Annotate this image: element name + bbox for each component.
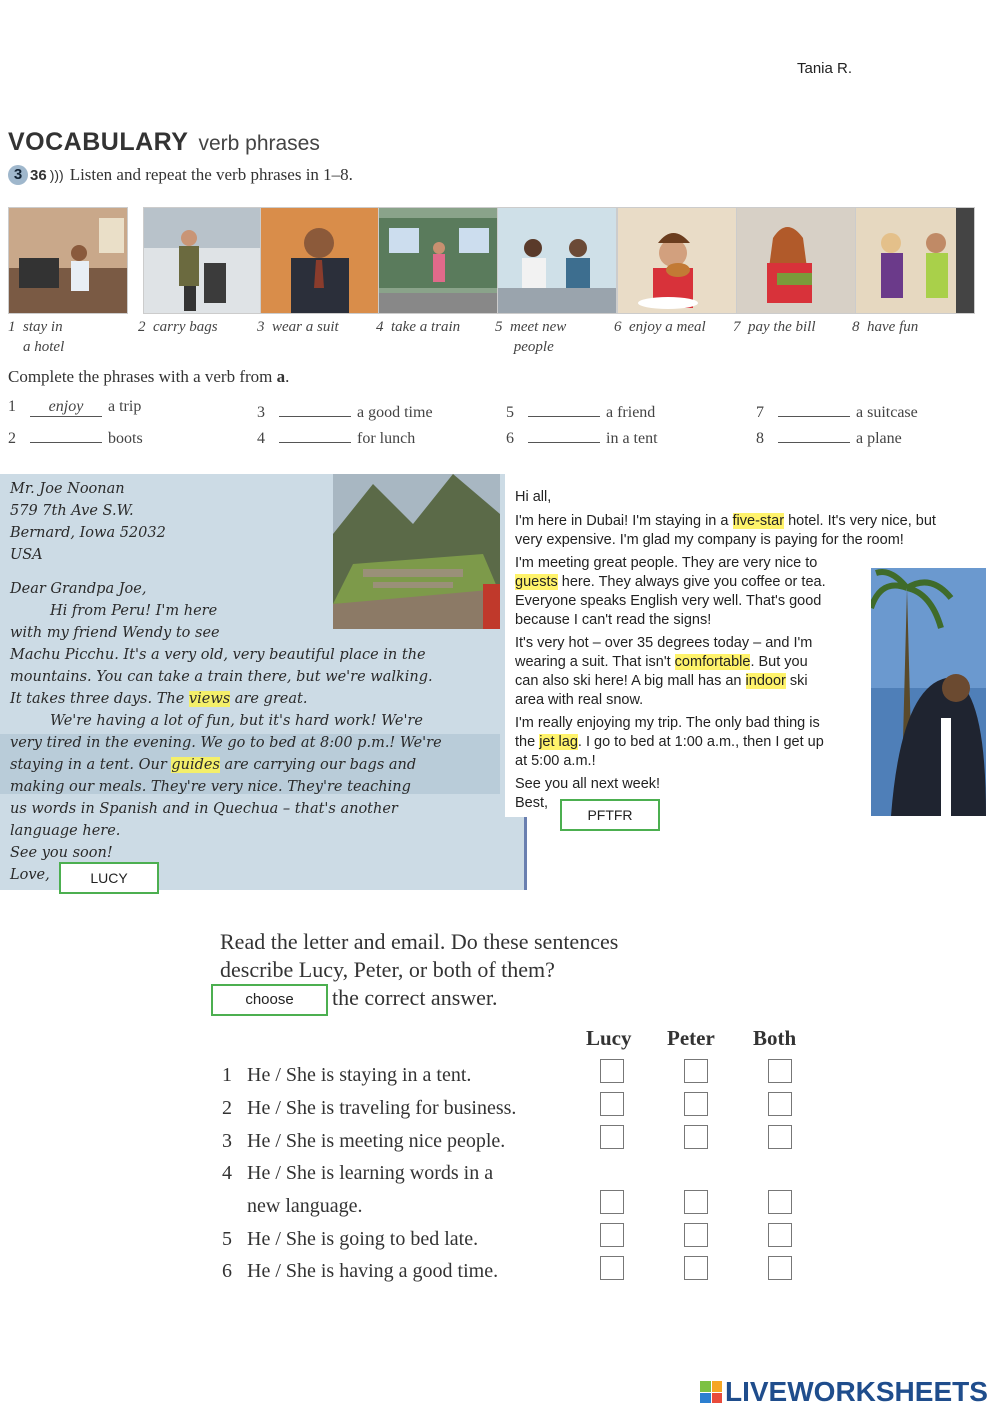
checkbox-q5-lucy[interactable]: [600, 1223, 624, 1247]
question-row: 5 He / She is going to bed late.: [222, 1228, 479, 1250]
checkbox-q2-lucy[interactable]: [600, 1092, 624, 1116]
column-lucy: Lucy: [586, 1026, 632, 1050]
question-row: 1 He / She is staying in a tent.: [222, 1064, 472, 1086]
phrase-label: 7 pay the bill: [733, 319, 816, 335]
email-paragraph-2: I'm meeting great people. They are very nice to guests here. They always give you coffee or tea. Everyone speaks English very well. That's good because I can't read the signs!: [515, 555, 826, 628]
email-paragraph-1: I'm here in Dubai! I'm staying in a five-star hotel. It's very nice, but very expensive. I'm glad my company is paying for the room!: [515, 513, 936, 548]
highlight-word: jet lag: [539, 734, 578, 750]
checkbox-q5-peter[interactable]: [684, 1223, 708, 1247]
letter-signature-box[interactable]: LUCY: [59, 862, 159, 894]
checkbox-q2-both[interactable]: [768, 1092, 792, 1116]
column-both: Both: [753, 1026, 797, 1050]
exercise-item: 7 a suitcase: [756, 398, 918, 422]
checkbox-q4-peter[interactable]: [684, 1190, 708, 1214]
vocabulary-subheading: verb phrases: [198, 132, 320, 155]
photo-meet-new-people: [497, 207, 617, 314]
phrase-label: 8 have fun: [852, 319, 919, 335]
highlight-word: comfortable: [674, 654, 751, 670]
answer-blank[interactable]: [528, 398, 600, 417]
exercise-item: 8 a plane: [756, 424, 902, 448]
checkbox-q1-both[interactable]: [768, 1059, 792, 1083]
checkbox-q1-lucy[interactable]: [600, 1059, 624, 1083]
checkbox-q1-peter[interactable]: [684, 1059, 708, 1083]
audio-waves-icon: ))): [49, 167, 64, 183]
checkbox-q2-peter[interactable]: [684, 1092, 708, 1116]
checkbox-q3-peter[interactable]: [684, 1125, 708, 1149]
author-name: Tania R.: [797, 60, 853, 77]
email-paragraph-4: I'm really enjoying my trip. The only bad thing is the jet lag. I go to bed at 1:00 a.m., then I get up at 5:00 a.m.!: [515, 715, 824, 769]
checkbox-q6-both[interactable]: [768, 1256, 792, 1280]
choose-dropdown[interactable]: choose: [211, 984, 328, 1016]
track-unit: 3: [8, 165, 28, 185]
exercise-item: 2 boots: [8, 424, 143, 448]
phrase-label: 6 enjoy a meal: [614, 319, 706, 335]
phrase-label: 2 carry bags: [138, 319, 218, 335]
email-paragraph-3: It's very hot – over 35 degrees today – and I'm wearing a suit. That isn't comfortable. But you can also ski here! A big mall has an indoor ski area with real snow.: [515, 635, 813, 708]
phrase-label: 5 meet new people: [495, 319, 567, 355]
question-row-continued: new language.: [247, 1195, 363, 1217]
exercise-item: 5 a friend: [506, 398, 655, 422]
photo-carry-bags: [143, 207, 263, 314]
photo-have-fun: [855, 207, 975, 314]
email-signature-box[interactable]: PFTFR: [560, 799, 660, 831]
brand-name: LIVEWORKSHEETS: [725, 1376, 988, 1407]
listen-instruction: [8, 165, 353, 185]
letter-address: Mr. Joe Noonan 579 7th Ave S.W. Bernard, Iowa 52032 USA: [10, 481, 166, 563]
liveworksheets-logo-icon: [700, 1381, 722, 1403]
exercise-item: 6 in a tent: [506, 424, 658, 448]
photo-enjoy-a-meal: [617, 207, 737, 314]
question-row: 2 He / She is traveling for business.: [222, 1097, 517, 1119]
exercise-item: 1 enjoy a trip: [8, 398, 142, 415]
vocabulary-heading: VOCABULARY: [8, 128, 189, 156]
checkbox-q6-lucy[interactable]: [600, 1256, 624, 1280]
checkbox-q4-both[interactable]: [768, 1190, 792, 1214]
audio-track[interactable]: [8, 165, 64, 185]
answer-blank[interactable]: [778, 398, 850, 417]
column-peter: Peter: [667, 1026, 715, 1050]
phrase-label: 4 take a train: [376, 319, 461, 335]
answer-blank[interactable]: enjoy: [30, 398, 102, 417]
photo-stay-in-hotel: [8, 207, 128, 314]
photo-wear-a-suit: [260, 207, 380, 314]
checkbox-q3-lucy[interactable]: [600, 1125, 624, 1149]
checkbox-q6-peter[interactable]: [684, 1256, 708, 1280]
track-number: 36: [30, 166, 47, 184]
question-row: 4 He / She is learning words in a: [222, 1162, 494, 1184]
highlight-word: five-star: [732, 513, 785, 529]
checkbox-q4-lucy[interactable]: [600, 1190, 624, 1214]
photo-take-a-train: [378, 207, 498, 314]
exercise-item: 4 for lunch: [257, 424, 415, 448]
section-title: [8, 128, 320, 157]
answer-blank[interactable]: [30, 424, 102, 443]
question-row: 6 He / She is having a good time.: [222, 1260, 499, 1282]
highlight-word: views: [188, 691, 231, 707]
complete-instruction: Complete the phrases with a verb from a.: [8, 367, 290, 386]
answer-blank[interactable]: [528, 424, 600, 443]
phrase-label: 3 wear a suit: [257, 319, 339, 335]
quiz-instruction: Read the letter and email. Do these sentences describe Lucy, Peter, or both of them? the correct answer.: [220, 929, 619, 1010]
photo-pay-the-bill: [736, 207, 856, 314]
highlight-word: guests: [515, 574, 558, 590]
highlight-word: guides: [171, 757, 220, 773]
question-row: 3 He / She is meeting nice people.: [222, 1130, 506, 1152]
answer-blank[interactable]: [279, 424, 351, 443]
answer-blank[interactable]: [279, 398, 351, 417]
dubai-photo: [871, 568, 986, 816]
email-closing: See you all next week! Best,: [515, 776, 661, 811]
letter-body: Dear Grandpa Joe, Hi from Peru! I'm here with my friend Wendy to see Machu Picchu. It's a very old, very beautiful place in the mountains. You can take a train there, but we're walking. It takes three days. The views are great. We're having a lot of fun, but it's hard work! We're very tired in the evening. We go to bed at 8:00 p.m.! We're staying in a tent. Our guides are carrying our bags and making our meals. They're very nice. They're teaching us words in Spanish and in Quechua – that's another language here. See you soon! Love,: [10, 581, 442, 883]
email-greeting: Hi all,: [515, 489, 552, 505]
exercise-item: 3 a good time: [257, 398, 433, 422]
answer-blank[interactable]: [778, 424, 850, 443]
highlight-word: indoor: [745, 673, 786, 689]
checkbox-q3-both[interactable]: [768, 1125, 792, 1149]
liveworksheets-brand: [700, 1376, 988, 1408]
checkbox-q5-both[interactable]: [768, 1223, 792, 1247]
listen-text: Listen and repeat the verb phrases in 1–8.: [69, 165, 353, 184]
phrase-label: 1 stay in a hotel: [8, 319, 65, 355]
